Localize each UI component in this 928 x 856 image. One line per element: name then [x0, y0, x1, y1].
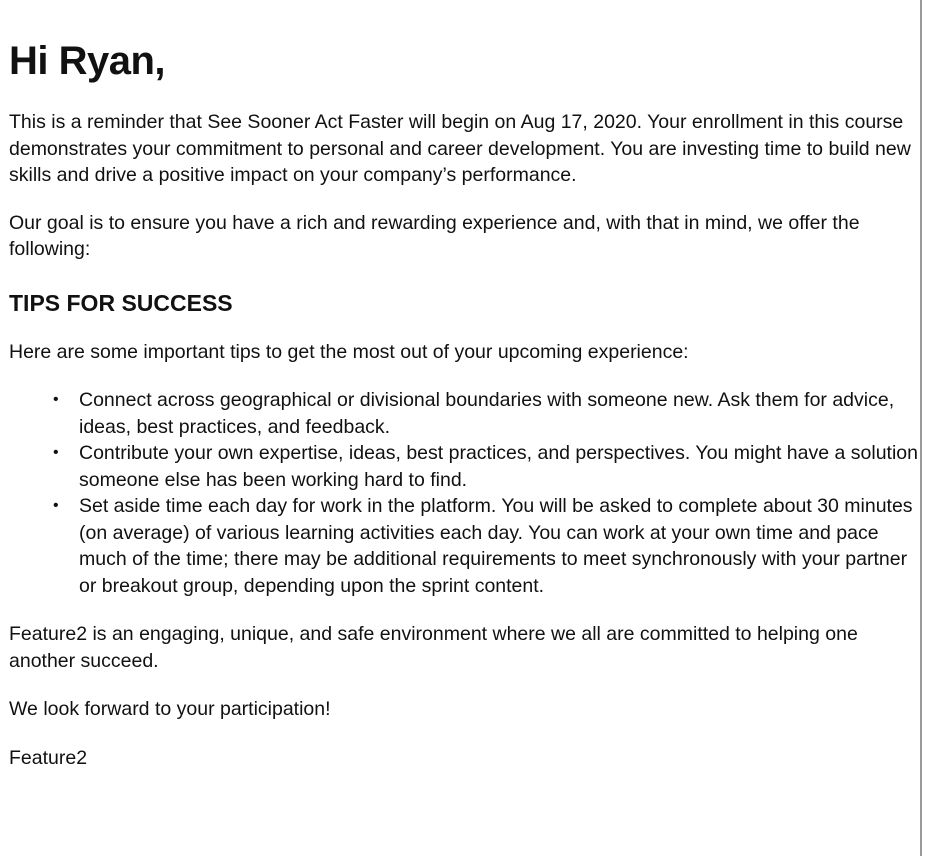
tips-list: [9, 387, 921, 599]
goal-paragraph: Our goal is to ensure you have a rich and rewarding experience and, with that in mind, we offer the following:: [9, 211, 860, 260]
tip-text: Set aside time each day for work in the platform. You will be asked to complete about 30 minutes (on average) of various learning activities each day. You can work at your own time and pace much of the time; there may be additional requirements to meet synchronously with your partner or breakout group, depending upon the sprint content.: [79, 495, 913, 597]
closing-paragraph: We look forward to your participation!: [9, 698, 331, 720]
bullet-icon: •: [53, 444, 59, 461]
reminder-paragraph: This is a reminder that See Sooner Act Faster will begin on Aug 17, 2020. Your enrollment in this course demonstrates your commitment to personal and career development. You are investing time to build new skills and drive a positive impact on your company’s performance.: [9, 111, 911, 186]
environment-paragraph: Feature2 is an engaging, unique, and safe environment where we all are committed to helping one another succeed.: [9, 623, 858, 672]
tips-intro-paragraph: Here are some important tips to get the most out of your upcoming experience:: [9, 340, 689, 363]
tip-text: Contribute your own expertise, ideas, best practices, and perspectives. You might have a solution someone else has been working hard to find.: [79, 442, 918, 491]
list-item: [9, 387, 921, 440]
tip-text: Connect across geographical or divisional boundaries with someone new. Ask them for advice, ideas, best practices, and feedback.: [79, 389, 895, 438]
bullet-icon: •: [53, 391, 59, 408]
list-item: [9, 493, 921, 599]
list-item: [9, 440, 921, 493]
email-content: [9, 0, 921, 771]
email-signature: Feature2: [9, 746, 88, 769]
tips-section-heading: TIPS FOR SUCCESS: [9, 289, 233, 316]
bullet-icon: •: [53, 497, 59, 514]
email-greeting: Hi Ryan,: [9, 39, 166, 83]
